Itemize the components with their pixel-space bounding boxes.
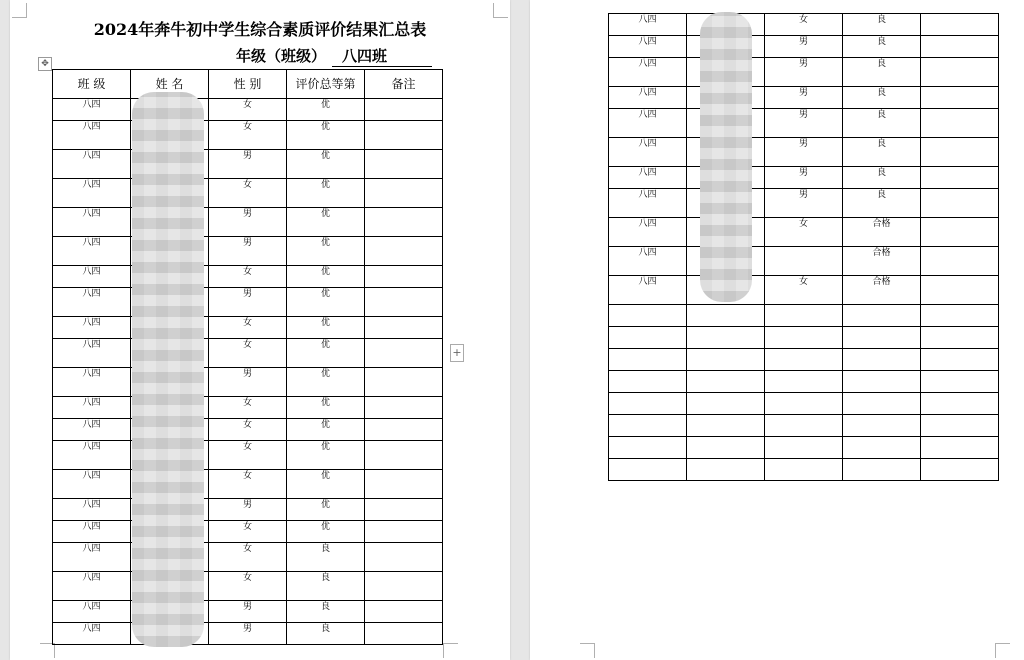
gender-cell[interactable]: 女 [209, 99, 287, 121]
class-cell[interactable]: 八四 [53, 623, 131, 645]
crop-mark [580, 643, 595, 658]
table-row [609, 349, 999, 371]
gender-cell[interactable] [765, 305, 843, 327]
table-row [53, 397, 443, 419]
grade-cell[interactable]: 合格 [843, 218, 921, 247]
grade-cell[interactable]: 优 [287, 99, 365, 121]
class-cell[interactable]: 八四 [53, 266, 131, 288]
table-row [53, 121, 443, 150]
gender-cell[interactable]: 女 [765, 218, 843, 247]
table-row [53, 543, 443, 572]
note-cell[interactable] [365, 179, 443, 208]
header-cell: 班 级 [53, 70, 131, 99]
note-cell[interactable] [921, 109, 999, 138]
gender-cell[interactable]: 女 [209, 441, 287, 470]
class-cell[interactable]: 八四 [609, 218, 687, 247]
note-cell[interactable] [921, 305, 999, 327]
table-row [609, 459, 999, 481]
add-row-icon[interactable]: + [450, 344, 464, 362]
note-cell[interactable] [921, 415, 999, 437]
class-cell[interactable]: 八四 [609, 276, 687, 305]
grade-cell[interactable]: 良 [843, 138, 921, 167]
table-row [53, 572, 443, 601]
grade-cell[interactable]: 良 [843, 189, 921, 218]
crop-mark [493, 3, 508, 18]
note-cell[interactable] [365, 499, 443, 521]
gender-cell[interactable] [765, 437, 843, 459]
note-cell[interactable] [921, 36, 999, 58]
table-row [53, 368, 443, 397]
grade-cell[interactable]: 优 [287, 208, 365, 237]
table-header-row [53, 70, 443, 99]
crop-mark [40, 643, 55, 658]
table-row [53, 266, 443, 288]
note-cell[interactable] [365, 470, 443, 499]
grade-cell[interactable]: 良 [843, 87, 921, 109]
grade-cell[interactable]: 良 [843, 58, 921, 87]
class-cell[interactable] [609, 437, 687, 459]
class-cell[interactable]: 八四 [53, 441, 131, 470]
grade-cell[interactable]: 优 [287, 179, 365, 208]
note-cell[interactable] [365, 237, 443, 266]
gender-cell[interactable]: 女 [209, 397, 287, 419]
table-row [609, 167, 999, 189]
note-cell[interactable] [921, 459, 999, 481]
grade-cell[interactable]: 优 [287, 266, 365, 288]
gender-cell[interactable]: 女 [209, 266, 287, 288]
note-cell[interactable] [365, 543, 443, 572]
class-cell[interactable]: 八四 [53, 419, 131, 441]
note-cell[interactable] [365, 441, 443, 470]
note-cell[interactable] [365, 266, 443, 288]
gender-cell[interactable]: 男 [209, 368, 287, 397]
table-row [53, 339, 443, 368]
note-cell[interactable] [921, 327, 999, 349]
note-cell[interactable] [365, 208, 443, 237]
table-row [609, 327, 999, 349]
grade-cell[interactable]: 优 [287, 499, 365, 521]
class-cell[interactable]: 八四 [53, 470, 131, 499]
grade-cell[interactable]: 良 [843, 36, 921, 58]
note-cell[interactable] [921, 58, 999, 87]
class-cell[interactable]: 八四 [53, 150, 131, 179]
class-cell[interactable] [609, 393, 687, 415]
class-cell[interactable]: 八四 [609, 58, 687, 87]
name-cell[interactable] [687, 459, 765, 481]
class-name: 八四班 [332, 45, 432, 67]
grade-cell[interactable] [843, 327, 921, 349]
table-row [53, 521, 443, 543]
grade-cell[interactable]: 优 [287, 288, 365, 317]
grade-cell[interactable]: 良 [287, 623, 365, 645]
note-cell[interactable] [365, 521, 443, 543]
class-cell[interactable]: 八四 [53, 521, 131, 543]
table-row [609, 109, 999, 138]
grade-cell[interactable]: 优 [287, 397, 365, 419]
privacy-blur [132, 92, 204, 647]
class-cell[interactable]: 八四 [609, 189, 687, 218]
table-row [53, 208, 443, 237]
name-cell[interactable] [687, 437, 765, 459]
header-cell: 姓 名 [131, 70, 209, 99]
gender-cell[interactable]: 男 [209, 623, 287, 645]
class-cell[interactable]: 八四 [53, 237, 131, 266]
note-cell[interactable] [365, 317, 443, 339]
class-cell[interactable]: 八四 [53, 601, 131, 623]
table-row [609, 437, 999, 459]
grade-cell[interactable]: 优 [287, 470, 365, 499]
class-cell[interactable]: 八四 [53, 368, 131, 397]
gender-cell[interactable] [765, 393, 843, 415]
gender-cell[interactable]: 女 [209, 179, 287, 208]
document-page-2 [530, 0, 1024, 660]
grade-cell[interactable] [843, 415, 921, 437]
gender-cell[interactable] [765, 459, 843, 481]
note-cell[interactable] [365, 339, 443, 368]
note-cell[interactable] [921, 138, 999, 167]
note-cell[interactable] [365, 150, 443, 179]
gender-cell[interactable]: 男 [209, 499, 287, 521]
header-cell: 备注 [365, 70, 443, 99]
table-row [609, 218, 999, 247]
table-row [609, 189, 999, 218]
class-cell[interactable]: 八四 [53, 208, 131, 237]
table-row [53, 237, 443, 266]
grade-cell[interactable]: 良 [287, 572, 365, 601]
grade-cell[interactable]: 优 [287, 368, 365, 397]
table-row [53, 601, 443, 623]
table-row [609, 247, 999, 276]
class-cell[interactable] [609, 371, 687, 393]
name-cell[interactable] [687, 393, 765, 415]
gender-cell[interactable]: 女 [209, 543, 287, 572]
table-row [53, 179, 443, 208]
crop-mark [443, 643, 458, 658]
note-cell[interactable] [921, 276, 999, 305]
gender-cell[interactable]: 男 [765, 138, 843, 167]
gender-cell[interactable] [765, 349, 843, 371]
table-row [53, 288, 443, 317]
gender-cell[interactable]: 女 [209, 470, 287, 499]
grade-cell[interactable]: 优 [287, 441, 365, 470]
gender-cell[interactable] [765, 415, 843, 437]
class-cell[interactable]: 八四 [609, 14, 687, 36]
grade-cell[interactable]: 良 [287, 601, 365, 623]
note-cell[interactable] [365, 419, 443, 441]
table-row [53, 317, 443, 339]
document-title: 2024年奔牛初中学生综合素质评价结果汇总表 [93, 20, 427, 39]
grade-cell[interactable]: 良 [287, 543, 365, 572]
gender-cell[interactable]: 男 [209, 208, 287, 237]
name-cell[interactable] [687, 415, 765, 437]
class-cell[interactable]: 八四 [53, 121, 131, 150]
gender-cell[interactable]: 男 [765, 58, 843, 87]
table-row [53, 441, 443, 470]
table-row [609, 415, 999, 437]
class-cell[interactable]: 八四 [53, 99, 131, 121]
gender-cell[interactable]: 女 [209, 419, 287, 441]
table-row [609, 305, 999, 327]
table-row [53, 99, 443, 121]
header-cell: 评价总等第 [287, 70, 365, 99]
note-cell[interactable] [921, 349, 999, 371]
document-page-1 [10, 0, 510, 660]
table-row [53, 419, 443, 441]
note-cell[interactable] [921, 189, 999, 218]
gender-cell[interactable]: 男 [209, 237, 287, 266]
privacy-blur [700, 12, 752, 302]
grade-cell[interactable]: 合格 [843, 276, 921, 305]
table-row [53, 623, 443, 645]
gender-cell[interactable]: 男 [765, 167, 843, 189]
class-cell[interactable] [609, 327, 687, 349]
gender-cell[interactable]: 女 [209, 572, 287, 601]
header-cell: 性 别 [209, 70, 287, 99]
note-cell[interactable] [921, 14, 999, 36]
gender-cell[interactable]: 女 [209, 521, 287, 543]
note-cell[interactable] [921, 371, 999, 393]
crop-mark [12, 3, 27, 18]
table-row [53, 499, 443, 521]
note-cell[interactable] [365, 368, 443, 397]
class-cell[interactable]: 八四 [609, 247, 687, 276]
grade-cell[interactable]: 优 [287, 237, 365, 266]
note-cell[interactable] [365, 601, 443, 623]
grade-cell[interactable] [843, 437, 921, 459]
class-cell[interactable] [609, 349, 687, 371]
gender-cell[interactable]: 男 [209, 601, 287, 623]
class-cell[interactable]: 八四 [53, 572, 131, 601]
grade-cell[interactable]: 优 [287, 521, 365, 543]
gender-cell[interactable]: 男 [209, 288, 287, 317]
class-cell[interactable]: 八四 [609, 138, 687, 167]
crop-mark [995, 643, 1010, 658]
class-cell[interactable]: 八四 [53, 339, 131, 368]
gender-cell[interactable]: 男 [209, 150, 287, 179]
class-cell[interactable] [609, 415, 687, 437]
grade-cell[interactable]: 良 [843, 109, 921, 138]
class-cell[interactable] [609, 459, 687, 481]
grade-cell[interactable] [843, 305, 921, 327]
table-row [609, 87, 999, 109]
table-move-handle-icon[interactable]: ✥ [38, 57, 52, 71]
class-cell[interactable]: 八四 [609, 167, 687, 189]
note-cell[interactable] [365, 572, 443, 601]
note-cell[interactable] [921, 167, 999, 189]
note-cell[interactable] [365, 397, 443, 419]
grade-cell[interactable]: 良 [843, 14, 921, 36]
grade-cell[interactable] [843, 393, 921, 415]
table-row [609, 14, 999, 36]
grade-cell[interactable]: 良 [843, 167, 921, 189]
table-row [609, 58, 999, 87]
results-table-page-1 [52, 69, 443, 645]
name-cell[interactable] [687, 349, 765, 371]
class-cell[interactable]: 八四 [609, 109, 687, 138]
name-cell[interactable] [687, 327, 765, 349]
grade-cell[interactable] [843, 459, 921, 481]
table-row [53, 470, 443, 499]
table-row [609, 276, 999, 305]
grade-cell[interactable]: 优 [287, 339, 365, 368]
note-cell[interactable] [365, 99, 443, 121]
class-cell[interactable]: 八四 [53, 397, 131, 419]
class-cell[interactable]: 八四 [609, 87, 687, 109]
table-row [609, 393, 999, 415]
grade-cell[interactable]: 合格 [843, 247, 921, 276]
gender-cell[interactable]: 女 [209, 121, 287, 150]
note-cell[interactable] [921, 247, 999, 276]
gender-cell[interactable] [765, 371, 843, 393]
class-cell[interactable]: 八四 [53, 543, 131, 572]
gender-cell[interactable]: 女 [209, 317, 287, 339]
grade-cell[interactable]: 优 [287, 317, 365, 339]
class-cell[interactable]: 八四 [53, 179, 131, 208]
class-cell[interactable]: 八四 [609, 36, 687, 58]
grade-class-line [236, 45, 432, 67]
note-cell[interactable] [921, 87, 999, 109]
gender-cell[interactable]: 女 [765, 276, 843, 305]
results-table-page-2 [608, 13, 999, 481]
gender-cell[interactable]: 男 [765, 189, 843, 218]
table-row [609, 371, 999, 393]
class-cell[interactable]: 八四 [53, 288, 131, 317]
grade-cell[interactable] [843, 371, 921, 393]
table-row [609, 36, 999, 58]
class-cell[interactable]: 八四 [53, 499, 131, 521]
class-cell[interactable] [609, 305, 687, 327]
grade-cell[interactable]: 优 [287, 419, 365, 441]
name-cell[interactable] [687, 371, 765, 393]
note-cell[interactable] [921, 437, 999, 459]
note-cell[interactable] [365, 288, 443, 317]
note-cell[interactable] [365, 623, 443, 645]
note-cell[interactable] [921, 218, 999, 247]
grade-label: 年级（班级） [236, 47, 327, 65]
gender-cell[interactable] [765, 247, 843, 276]
table-row [53, 150, 443, 179]
grade-cell[interactable] [843, 349, 921, 371]
gender-cell[interactable]: 女 [765, 14, 843, 36]
grade-cell[interactable]: 优 [287, 150, 365, 179]
name-cell[interactable] [687, 305, 765, 327]
class-cell[interactable]: 八四 [53, 317, 131, 339]
gender-cell[interactable]: 男 [765, 36, 843, 58]
gender-cell[interactable] [765, 327, 843, 349]
grade-cell[interactable]: 优 [287, 121, 365, 150]
note-cell[interactable] [365, 121, 443, 150]
note-cell[interactable] [921, 393, 999, 415]
gender-cell[interactable]: 男 [765, 109, 843, 138]
gender-cell[interactable]: 女 [209, 339, 287, 368]
gender-cell[interactable]: 男 [765, 87, 843, 109]
table-row [609, 138, 999, 167]
